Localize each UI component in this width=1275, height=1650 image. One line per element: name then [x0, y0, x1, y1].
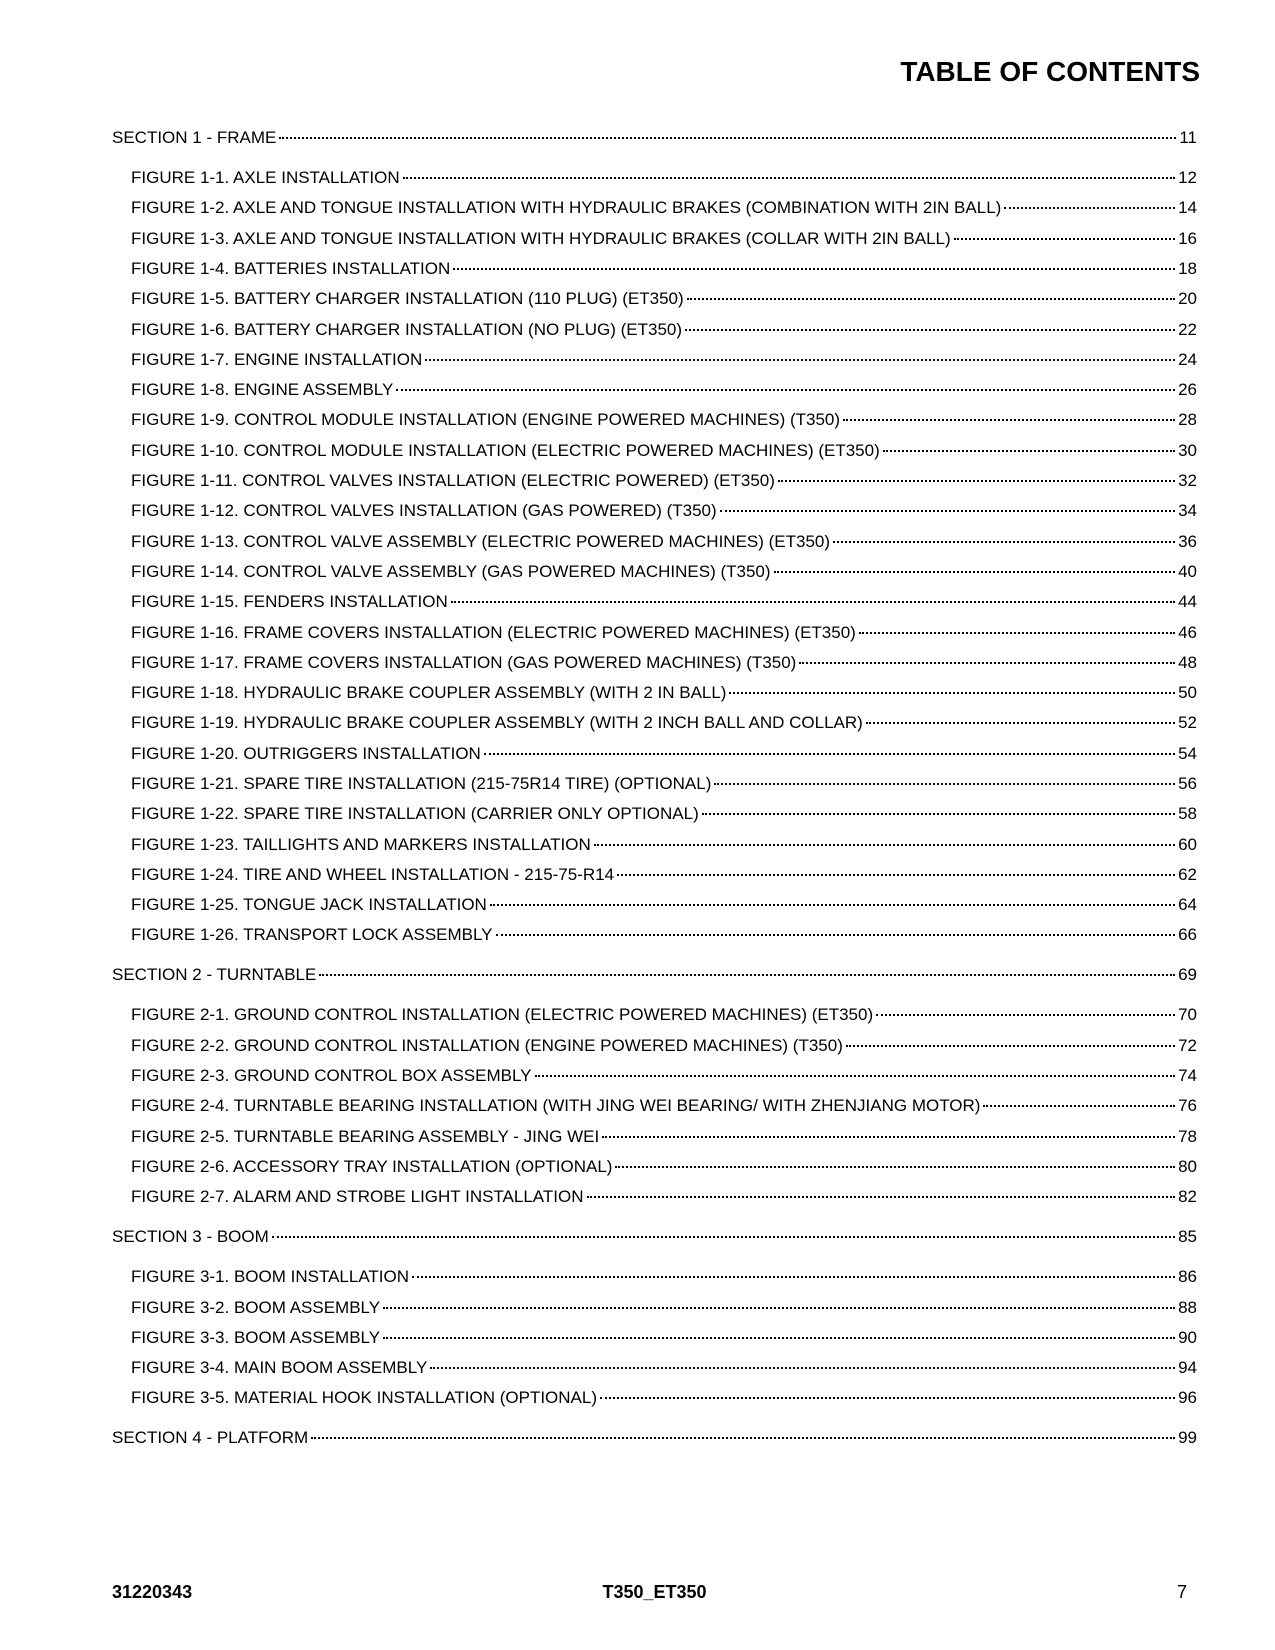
toc-entry-label: FIGURE 1-8. ENGINE ASSEMBLY: [131, 380, 394, 399]
toc-entry-page: 22: [1178, 320, 1197, 339]
toc-entry-label: FIGURE 1-17. FRAME COVERS INSTALLATION (GAS POWERED MACHINES) (T350): [131, 653, 797, 672]
toc-entry-page: 18: [1178, 259, 1197, 278]
dot-leader: [412, 1276, 1175, 1278]
toc-entry-label: FIGURE 3-1. BOOM INSTALLATION: [131, 1267, 410, 1286]
toc-entry-label: FIGURE 1-24. TIRE AND WHEEL INSTALLATION - 215-75-R14: [131, 865, 615, 884]
model-name: T350_ET350: [602, 1582, 707, 1602]
toc-entry-page: 90: [1178, 1328, 1197, 1347]
dot-leader: [617, 874, 1175, 876]
toc-figure-entry[interactable]: [131, 439, 1197, 463]
toc-section-entry[interactable]: [112, 963, 1197, 987]
dot-leader: [702, 813, 1175, 815]
toc-entry-page: 20: [1178, 289, 1197, 308]
dot-leader: [311, 1437, 1175, 1439]
toc-entry-label: FIGURE 2-1. GROUND CONTROL INSTALLATION (ELECTRIC POWERED MACHINES) (ET350): [131, 1005, 874, 1024]
toc-entry-page: 50: [1178, 683, 1197, 702]
toc-entry-page: 48: [1178, 653, 1197, 672]
dot-leader: [383, 1337, 1175, 1339]
toc-entry-page: 36: [1178, 532, 1197, 551]
dot-leader: [396, 389, 1175, 391]
toc-entry-page: 99: [1178, 1428, 1197, 1447]
dot-leader: [600, 1397, 1175, 1399]
toc-entry-page: 88: [1178, 1298, 1197, 1317]
toc-figure-entry[interactable]: [131, 1064, 1197, 1088]
dot-leader: [954, 238, 1175, 240]
toc-figure-entry[interactable]: [131, 893, 1197, 917]
toc-entry-label: FIGURE 1-5. BATTERY CHARGER INSTALLATION (110 PLUG) (ET350): [131, 289, 684, 308]
dot-leader: [425, 359, 1175, 361]
toc-figure-entry[interactable]: [131, 590, 1197, 614]
toc-entry-label: FIGURE 1-20. OUTRIGGERS INSTALLATION: [131, 744, 481, 763]
toc-entry-label: FIGURE 1-13. CONTROL VALVE ASSEMBLY (ELECTRIC POWERED MACHINES) (ET350): [131, 532, 831, 551]
dot-leader: [535, 1075, 1176, 1077]
toc-entry-label: FIGURE 1-15. FENDERS INSTALLATION: [131, 592, 448, 611]
toc-entry-page: 69: [1178, 965, 1197, 984]
toc-figure-entry[interactable]: [131, 196, 1197, 220]
toc-section-entry[interactable]: [112, 126, 1197, 150]
dot-leader: [685, 329, 1175, 331]
toc-entry-page: 74: [1178, 1066, 1197, 1085]
toc-entry-page: 12: [1178, 168, 1197, 187]
toc-entry-label: FIGURE 1-4. BATTERIES INSTALLATION: [131, 259, 451, 278]
toc-entry-page: 66: [1178, 925, 1197, 944]
toc-entry-label: FIGURE 1-11. CONTROL VALVES INSTALLATION (ELECTRIC POWERED) (ET350): [131, 471, 775, 490]
toc-entry-page: 26: [1178, 380, 1197, 399]
toc-entry-page: 30: [1178, 441, 1197, 460]
toc-entry-page: 82: [1178, 1187, 1197, 1206]
dot-leader: [846, 1045, 1175, 1047]
toc-entry-page: 14: [1178, 198, 1197, 217]
toc-figure-entry[interactable]: [131, 1356, 1197, 1380]
toc-figure-entry[interactable]: [131, 1386, 1197, 1410]
dot-leader: [594, 844, 1175, 846]
toc-figure-entry[interactable]: [131, 560, 1197, 584]
toc-figure-entry[interactable]: [131, 923, 1197, 947]
dot-leader: [843, 419, 1175, 421]
toc-figure-entry[interactable]: [131, 1034, 1197, 1058]
toc-figure-entry[interactable]: [131, 499, 1197, 523]
dot-leader: [774, 571, 1176, 573]
dot-leader: [866, 722, 1175, 724]
dot-leader: [983, 1105, 1175, 1107]
dot-leader: [729, 692, 1175, 694]
dot-leader: [799, 662, 1175, 664]
dot-leader: [778, 480, 1175, 482]
toc-entry-label: FIGURE 1-18. HYDRAULIC BRAKE COUPLER ASSEMBLY (WITH 2 IN BALL): [131, 683, 727, 702]
toc-entry-label: SECTION 2 - TURNTABLE: [112, 965, 317, 984]
toc-figure-entry[interactable]: [131, 469, 1197, 493]
toc-figure-entry[interactable]: [131, 408, 1197, 432]
toc-figure-entry[interactable]: [131, 1003, 1197, 1027]
toc-entry-page: 62: [1178, 865, 1197, 884]
toc-entry-label: FIGURE 1-19. HYDRAULIC BRAKE COUPLER ASSEMBLY (WITH 2 INCH BALL AND COLLAR): [131, 713, 863, 732]
toc-figure-entry[interactable]: [131, 1125, 1197, 1149]
toc-figure-entry[interactable]: [131, 1265, 1197, 1289]
dot-leader: [484, 753, 1175, 755]
toc-entry-page: 28: [1178, 410, 1197, 429]
toc-figure-entry[interactable]: [131, 318, 1197, 342]
dot-leader: [883, 450, 1175, 452]
dot-leader: [383, 1307, 1175, 1309]
dot-leader: [430, 1367, 1175, 1369]
dot-leader: [490, 904, 1175, 906]
toc-figure-entry[interactable]: [131, 1155, 1197, 1179]
toc-entry-page: 85: [1178, 1227, 1197, 1246]
toc-entry-page: 96: [1178, 1388, 1197, 1407]
toc-figure-entry[interactable]: [131, 651, 1197, 675]
toc-entry-label: FIGURE 1-26. TRANSPORT LOCK ASSEMBLY: [131, 925, 493, 944]
toc-figure-entry[interactable]: [131, 802, 1197, 826]
toc-entry-page: 40: [1178, 562, 1197, 581]
dot-leader: [876, 1014, 1175, 1016]
toc-entry-page: 76: [1178, 1096, 1197, 1115]
toc-entry-page: 54: [1178, 744, 1197, 763]
toc-entry-page: 78: [1178, 1127, 1197, 1146]
toc-entry-label: FIGURE 1-9. CONTROL MODULE INSTALLATION (ENGINE POWERED MACHINES) (T350): [131, 410, 841, 429]
dot-leader: [687, 298, 1175, 300]
toc-figure-entry[interactable]: [131, 530, 1197, 554]
page-number: 7: [1176, 1582, 1187, 1602]
toc-entry-page: 64: [1178, 895, 1197, 914]
toc-figure-entry[interactable]: [131, 1326, 1197, 1350]
toc-entry-label: FIGURE 2-3. GROUND CONTROL BOX ASSEMBLY: [131, 1066, 532, 1085]
toc-entry-page: 16: [1178, 229, 1197, 248]
dot-leader: [602, 1136, 1175, 1138]
toc-entry-label: SECTION 1 - FRAME: [112, 128, 277, 147]
toc-section-entry[interactable]: [112, 1426, 1197, 1450]
toc-figure-entry[interactable]: [131, 287, 1197, 311]
toc-entry-page: 80: [1178, 1157, 1197, 1176]
toc-entry-label: FIGURE 1-1. AXLE INSTALLATION: [131, 168, 400, 187]
toc-entry-label: FIGURE 1-25. TONGUE JACK INSTALLATION: [131, 895, 487, 914]
toc-entry-page: 70: [1178, 1005, 1197, 1024]
toc-entry-page: 58: [1178, 804, 1197, 823]
toc-entry-label: FIGURE 2-6. ACCESSORY TRAY INSTALLATION (OPTIONAL): [131, 1157, 613, 1176]
toc-figure-entry[interactable]: [131, 1296, 1197, 1320]
toc-entry-label: FIGURE 2-4. TURNTABLE BEARING INSTALLATION (WITH JING WEI BEARING/ WITH ZHENJIANG MOTOR): [131, 1096, 981, 1115]
toc-entry-label: FIGURE 2-7. ALARM AND STROBE LIGHT INSTALLATION: [131, 1187, 584, 1206]
toc-entry-label: FIGURE 1-14. CONTROL VALVE ASSEMBLY (GAS POWERED MACHINES) (T350): [131, 562, 771, 581]
toc-figure-entry[interactable]: [131, 863, 1197, 887]
dot-leader: [453, 268, 1175, 270]
toc-entry-label: FIGURE 1-12. CONTROL VALVES INSTALLATION (GAS POWERED) (T350): [131, 501, 717, 520]
dot-leader: [714, 783, 1175, 785]
dot-leader: [720, 510, 1175, 512]
toc-entry-page: 56: [1178, 774, 1197, 793]
dot-leader: [587, 1196, 1176, 1198]
dot-leader: [859, 632, 1175, 634]
toc-entry-label: SECTION 4 - PLATFORM: [112, 1428, 309, 1447]
toc-figure-entry[interactable]: [131, 166, 1197, 190]
toc-entry-label: FIGURE 1-16. FRAME COVERS INSTALLATION (ELECTRIC POWERED MACHINES) (ET350): [131, 623, 856, 642]
dot-leader: [272, 1236, 1175, 1238]
page-footer: [112, 1582, 1197, 1606]
toc-entry-page: 32: [1178, 471, 1197, 490]
toc-figure-entry[interactable]: [131, 681, 1197, 705]
dot-leader: [279, 137, 1176, 139]
toc-entry-label: FIGURE 1-2. AXLE AND TONGUE INSTALLATION WITH HYDRAULIC BRAKES (COMBINATION WITH 2IN BALL): [131, 198, 1002, 217]
toc-entry-label: FIGURE 1-3. AXLE AND TONGUE INSTALLATION WITH HYDRAULIC BRAKES (COLLAR WITH 2IN BALL): [131, 229, 951, 248]
toc-section-entry[interactable]: [112, 1225, 1197, 1249]
document-number: 31220343: [112, 1582, 193, 1602]
toc-entry-page: 44: [1178, 592, 1197, 611]
dot-leader: [833, 541, 1175, 543]
toc-figure-entry[interactable]: [131, 348, 1197, 372]
toc-entry-page: 60: [1178, 835, 1197, 854]
toc-figure-entry[interactable]: [131, 1185, 1197, 1209]
page-title: TABLE OF CONTENTS: [900, 56, 1200, 87]
toc-figure-entry[interactable]: [131, 833, 1197, 857]
dot-leader: [319, 974, 1175, 976]
toc-entry-page: 52: [1178, 713, 1197, 732]
dot-leader: [615, 1166, 1175, 1168]
toc-entry-page: 46: [1178, 623, 1197, 642]
toc-entry-label: FIGURE 2-5. TURNTABLE BEARING ASSEMBLY - JING WEI: [131, 1127, 600, 1146]
toc-figure-entry[interactable]: [131, 772, 1197, 796]
toc-figure-entry[interactable]: [131, 378, 1197, 402]
toc-entry-label: FIGURE 1-10. CONTROL MODULE INSTALLATION (ELECTRIC POWERED MACHINES) (ET350): [131, 441, 880, 460]
toc-entry-label: FIGURE 3-2. BOOM ASSEMBLY: [131, 1298, 381, 1317]
dot-leader: [496, 934, 1176, 936]
toc-figure-entry[interactable]: [131, 227, 1197, 251]
toc-entry-page: 34: [1178, 501, 1197, 520]
toc-entry-page: 24: [1178, 350, 1197, 369]
toc-entry-label: SECTION 3 - BOOM: [112, 1227, 269, 1246]
toc-entry-label: FIGURE 3-5. MATERIAL HOOK INSTALLATION (OPTIONAL): [131, 1388, 597, 1407]
dot-leader: [451, 601, 1175, 603]
toc-entry-label: FIGURE 3-3. BOOM ASSEMBLY: [131, 1328, 381, 1347]
toc-entry-label: FIGURE 1-21. SPARE TIRE INSTALLATION (215-75R14 TIRE) (OPTIONAL): [131, 774, 712, 793]
toc-entry-label: FIGURE 1-6. BATTERY CHARGER INSTALLATION (NO PLUG) (ET350): [131, 320, 683, 339]
toc-figure-entry[interactable]: [131, 742, 1197, 766]
toc-entry-page: 11: [1179, 128, 1197, 147]
toc-entry-label: FIGURE 1-7. ENGINE INSTALLATION: [131, 350, 423, 369]
toc-figure-entry[interactable]: [131, 1094, 1197, 1118]
toc-figure-entry[interactable]: [131, 621, 1197, 645]
toc-entry-label: FIGURE 3-4. MAIN BOOM ASSEMBLY: [131, 1358, 428, 1377]
dot-leader: [403, 177, 1175, 179]
toc-entry-page: 72: [1178, 1036, 1197, 1055]
toc-entry-label: FIGURE 2-2. GROUND CONTROL INSTALLATION (ENGINE POWERED MACHINES) (T350): [131, 1036, 843, 1055]
toc-figure-entry[interactable]: [131, 711, 1197, 735]
dot-leader: [1004, 207, 1175, 209]
toc-entry-page: 94: [1178, 1358, 1197, 1377]
toc-entry-page: 86: [1178, 1267, 1197, 1286]
toc-entry-label: FIGURE 1-23. TAILLIGHTS AND MARKERS INSTALLATION: [131, 835, 591, 854]
toc-entry-label: FIGURE 1-22. SPARE TIRE INSTALLATION (CARRIER ONLY OPTIONAL): [131, 804, 699, 823]
toc-figure-entry[interactable]: [131, 257, 1197, 281]
